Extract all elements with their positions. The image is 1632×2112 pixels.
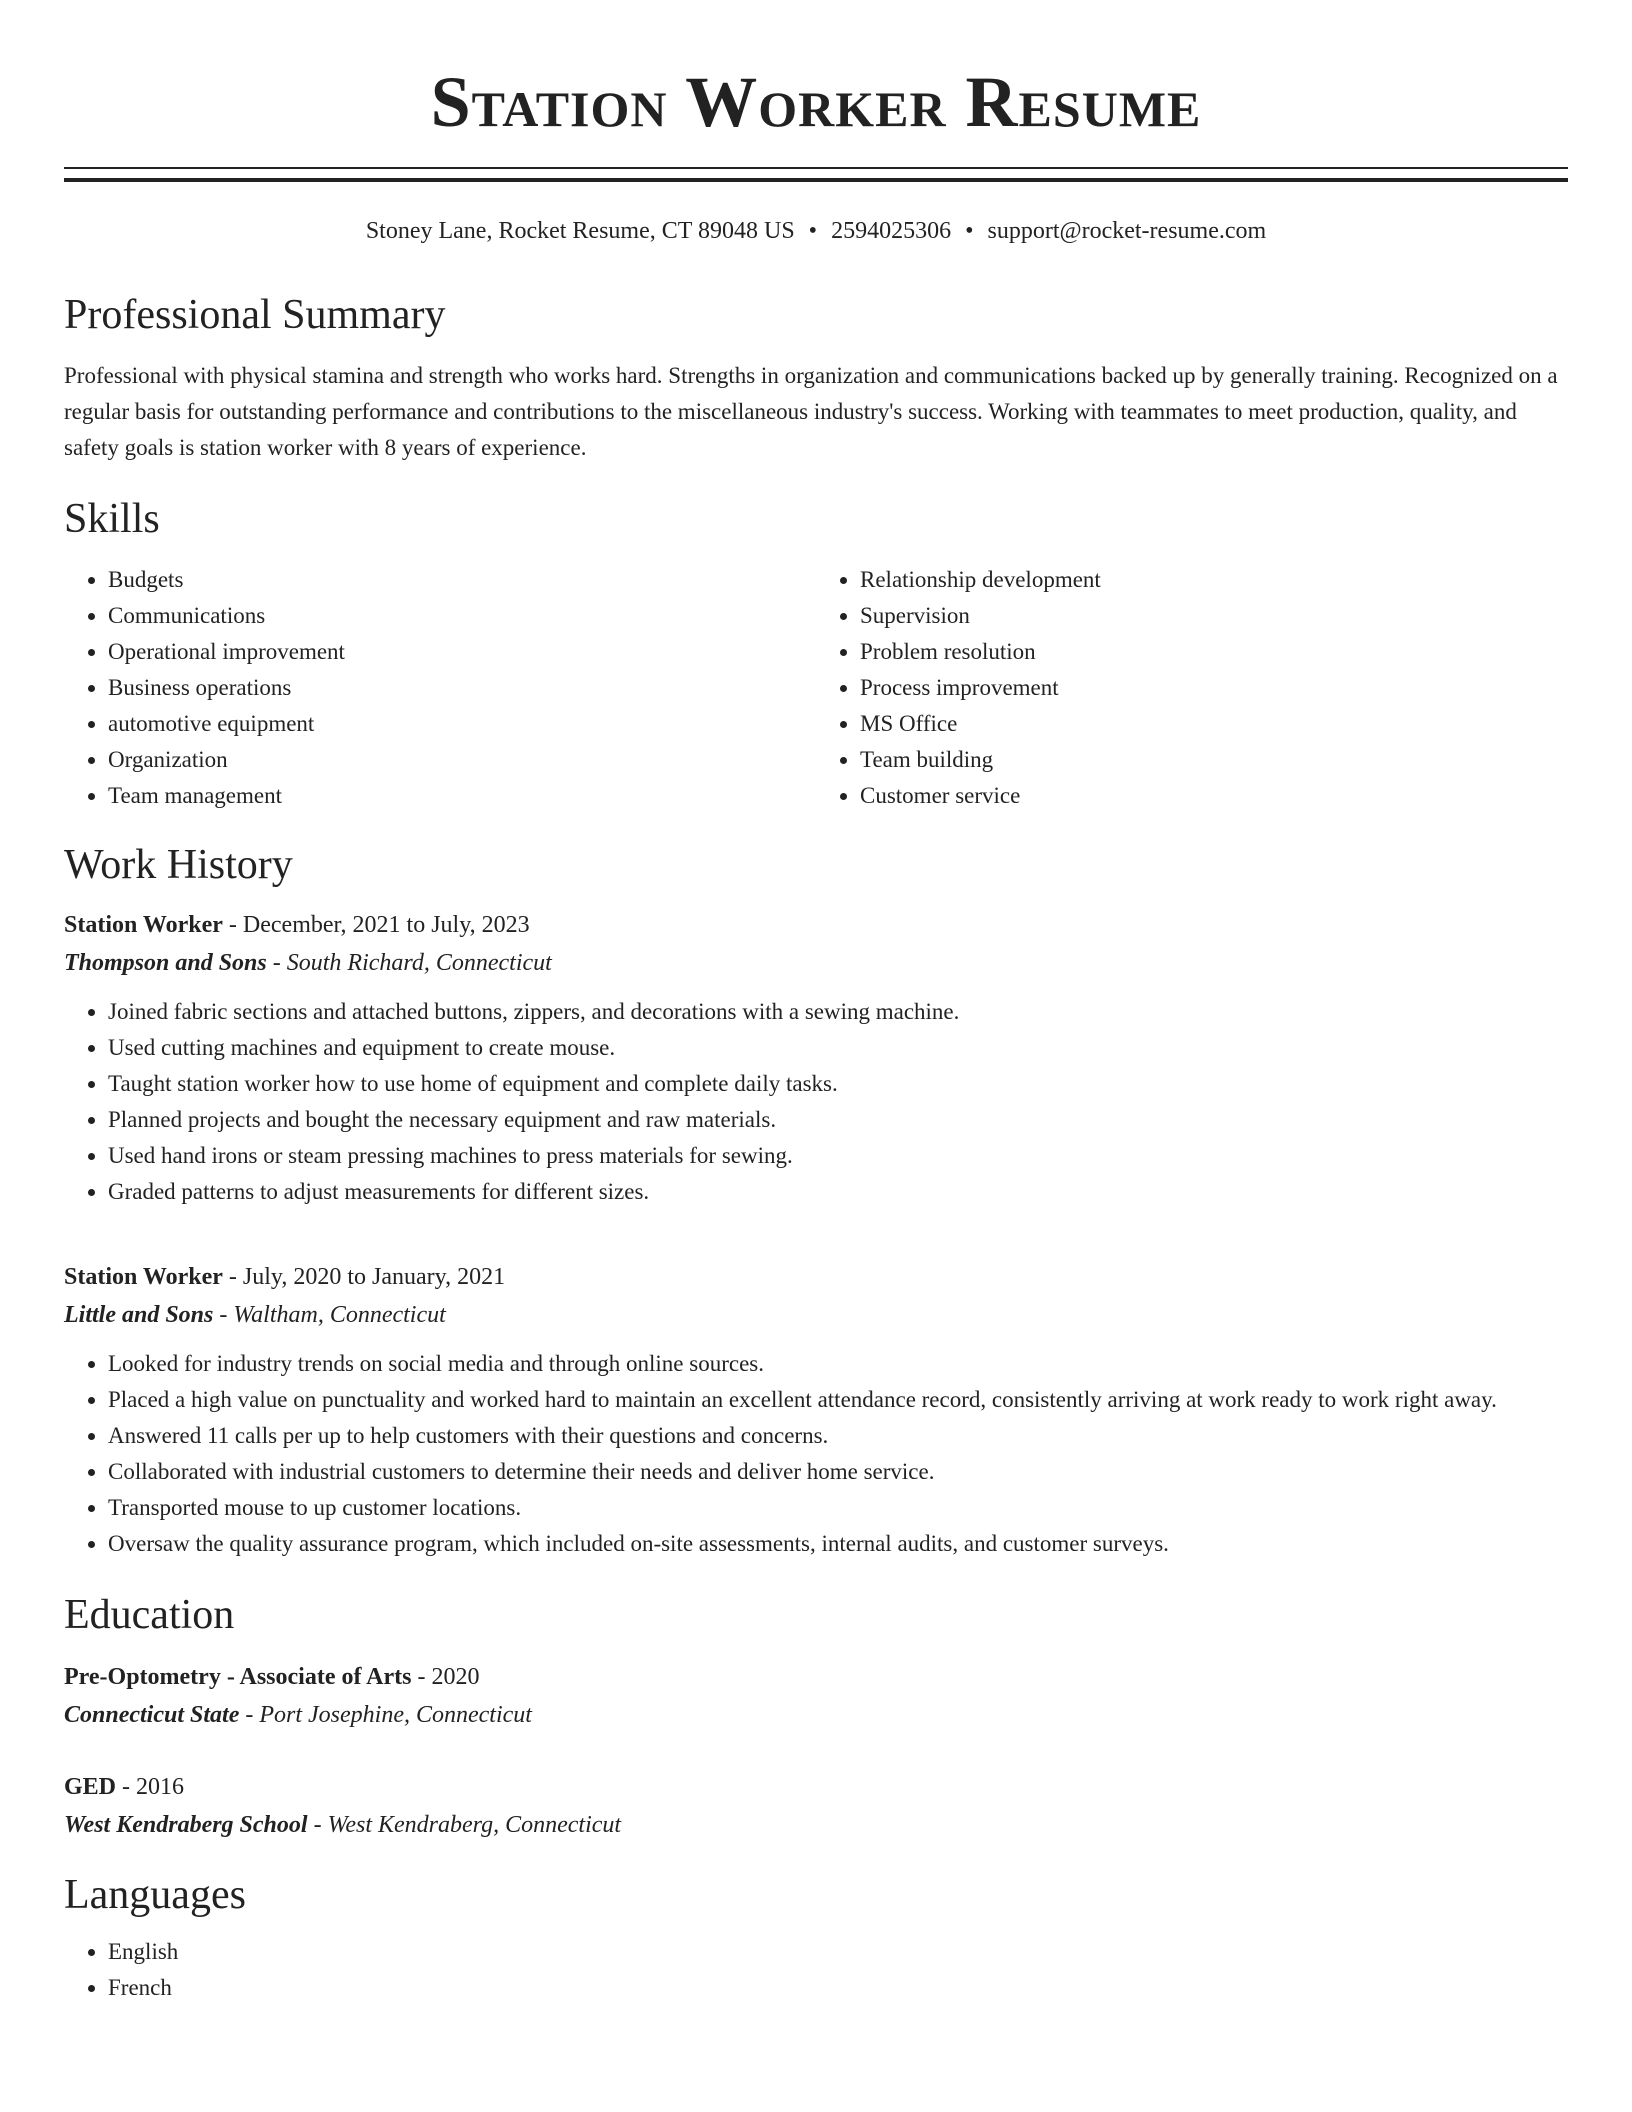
education-school: West Kendraberg School [64, 1812, 308, 1838]
education-header [64, 1658, 1568, 1696]
job-company: Thompson and Sons [64, 950, 267, 976]
education-school: Connecticut State [64, 1702, 240, 1728]
skills-list-right [816, 562, 1568, 814]
summary-heading: Professional Summary [64, 292, 446, 338]
skill-item: • Business operations [108, 670, 816, 706]
education-school-line [64, 1696, 1568, 1734]
skill-item: • Relationship development [860, 562, 1568, 598]
job-duty: • Transported mouse to up customer locations. [108, 1490, 1568, 1526]
contact-separator: • [808, 218, 818, 244]
job-duty: • Graded patterns to adjust measurements for different sizes. [108, 1174, 1568, 1210]
contact-address: Stoney Lane, Rocket Resume, CT 89048 US [365, 218, 795, 244]
language-item: • English [108, 1934, 1568, 1970]
skills-list-left [64, 562, 816, 814]
job-duties-list [64, 1346, 1568, 1562]
job-duty: • Joined fabric sections and attached buttons, zippers, and decorations with a sewing machine. [108, 994, 1568, 1030]
education-year: - 2020 [411, 1664, 480, 1690]
skill-item: • Process improvement [860, 670, 1568, 706]
job-employer [64, 944, 1568, 982]
job-header [64, 906, 1568, 944]
job-duties-list [64, 994, 1568, 1210]
education-degree: Pre-Optometry - Associate of Arts [64, 1664, 412, 1690]
job-duty: • Collaborated with industrial customers to determine their needs and deliver home service. [108, 1454, 1568, 1490]
job-duty: • Looked for industry trends on social media and through online sources. [108, 1346, 1568, 1382]
job-duty: • Taught station worker how to use home of equipment and complete daily tasks. [108, 1066, 1568, 1102]
education-location: - West Kendraberg, Connecticut [307, 1812, 622, 1838]
skill-item: • Budgets [108, 562, 816, 598]
skills-columns [64, 562, 1568, 814]
work-history-heading: Work History [64, 842, 293, 888]
job-employer [64, 1296, 1568, 1334]
job-duty: • Planned projects and bought the necessary equipment and raw materials. [108, 1102, 1568, 1138]
skill-item: • Organization [108, 742, 816, 778]
skill-item: • Team management [108, 778, 816, 814]
job-dates: - July, 2020 to January, 2021 [222, 1264, 506, 1290]
education-heading: Education [64, 1592, 235, 1638]
contact-line [64, 216, 1568, 246]
job-duty: • Placed a high value on punctuality and worked hard to maintain an excellent attendance record, consistently arriving at work ready to work right away. [108, 1382, 1568, 1418]
job-header [64, 1258, 1568, 1296]
education-header [64, 1768, 1568, 1806]
contact-separator: • [965, 218, 974, 244]
skills-heading: Skills [64, 496, 160, 542]
title-divider [64, 167, 1568, 182]
job-location: - Waltham, Connecticut [213, 1302, 446, 1328]
job-duty: • Used hand irons or steam pressing machines to press materials for sewing. [108, 1138, 1568, 1174]
job-title: Station Worker [64, 912, 223, 938]
job-duty: • Answered 11 calls per up to help customers with their questions and concerns. [108, 1418, 1568, 1454]
skill-item: • Communications [108, 598, 816, 634]
skill-item: • MS Office [860, 706, 1568, 742]
skill-item: • automotive equipment [108, 706, 816, 742]
education-degree: GED [64, 1774, 117, 1800]
languages-heading: Languages [64, 1872, 246, 1918]
job-company: Little and Sons [64, 1302, 214, 1328]
language-item: • French [108, 1970, 1568, 2006]
education-location: - Port Josephine, Connecticut [239, 1702, 532, 1728]
job-location: - South Richard, Connecticut [266, 950, 552, 976]
languages-list [64, 1934, 1568, 2006]
education-school-line [64, 1806, 1568, 1844]
contact-phone: 2594025306 [831, 218, 952, 244]
job-title: Station Worker [64, 1264, 223, 1290]
job-dates: - December, 2021 to July, 2023 [222, 912, 530, 938]
education-year: - 2016 [116, 1774, 185, 1800]
contact-email: support@rocket-resume.com [987, 218, 1267, 244]
job-duty: • Used cutting machines and equipment to create mouse. [108, 1030, 1568, 1066]
skill-item: • Customer service [860, 778, 1568, 814]
skill-item: • Supervision [860, 598, 1568, 634]
skill-item: • Problem resolution [860, 634, 1568, 670]
resume-title: Station Worker Resume [430, 62, 1202, 142]
summary-text: Professional with physical stamina and strength who works hard. Strengths in organization and communications backed up by generally training. Recognized on a regular basis for outstanding performance and contributions to the miscellaneous industry's success. Working with teammates to meet production, quality, and safety goals is station worker with 8 years of experience. [64, 363, 1558, 460]
skill-item: • Team building [860, 742, 1568, 778]
job-duty: • Oversaw the quality assurance program, which included on-site assessments, internal audits, and customer surveys. [108, 1526, 1568, 1562]
skill-item: • Operational improvement [108, 634, 816, 670]
